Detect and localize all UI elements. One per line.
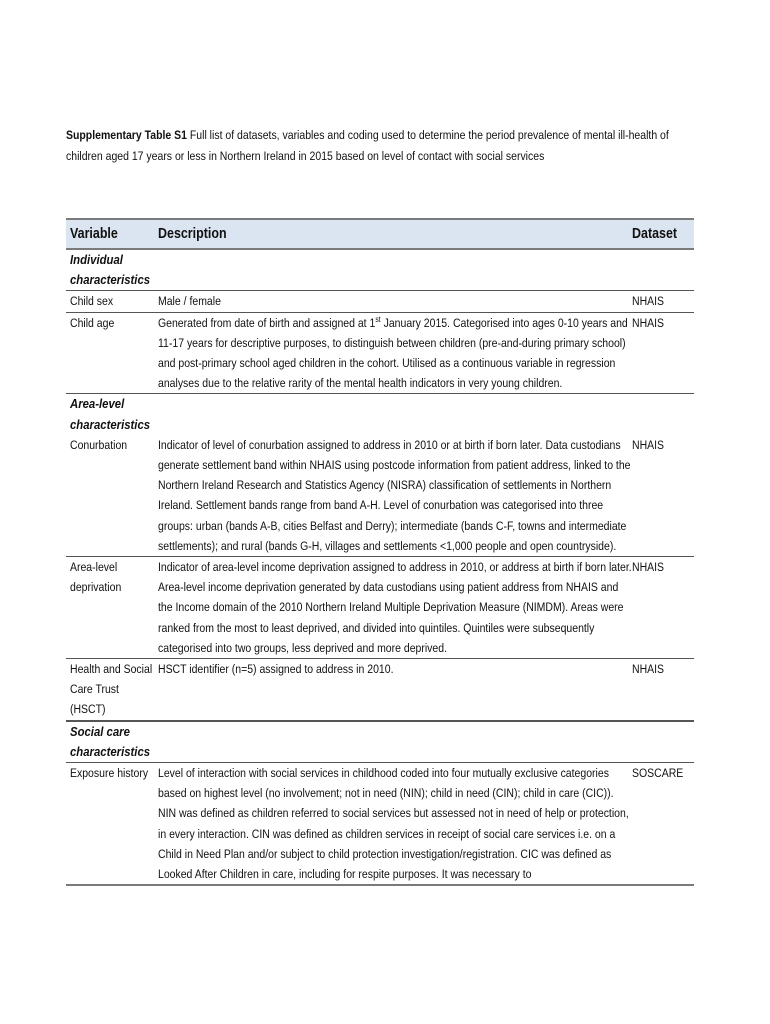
table-row-conurbation (66, 435, 694, 556)
cell-variable: Exposure history (70, 766, 149, 781)
table-bottom-rule (66, 884, 694, 886)
cell-description: Male / female (158, 294, 221, 309)
table-row-deprivation (66, 556, 694, 658)
table-row-child-age (66, 312, 694, 394)
cell-variable: Health and Social Care Trust (HSCT) (70, 662, 153, 717)
cell-description: Level of interaction with social services in childhood coded into four mutually exclusive categories based on highest level (no involvement; not in need (NIN); child in need (CIN); child in care (CIC)). NIN was defined as children referred to social services but assessed not in need of help or protection, in every interaction. CIN was defined as children services in receipt of social care services i.e. on a Child in Need Plan and/or subject to child protection investigation/registration. CIC was defined as Looked After Children in care, including for respite purposes. It was necessary to (158, 766, 629, 882)
cell-dataset: NHAIS (632, 560, 665, 575)
cell-variable: Area-level deprivation (70, 560, 122, 595)
cell-variable: Child age (70, 315, 115, 330)
cell-description: Indicator of area-level income deprivation assigned to address in 2010, or address at birth if born later. Area-level income deprivation generated by data custodians using patient address from NHAIS and the Income domain of the 2010 Northern Ireland Multiple Deprivation Measure (NIMDM). Areas were ranked from the most to least deprived, and divided into quintiles. Quintiles were subsequently categorised into two groups, less deprived and more deprived. (158, 560, 632, 655)
section-area-level: Area-level characteristics (66, 393, 694, 434)
header-variable: Variable (70, 226, 118, 242)
table-caption (66, 125, 696, 167)
cell-dataset: NHAIS (632, 662, 665, 677)
cell-description: HSCT identifier (n=5) assigned to address in 2010. (158, 662, 394, 677)
header-description: Description (158, 226, 227, 242)
caption-text: Full list of datasets, variables and coding used to determine the period prevalence of mental ill-health of children aged 17 years or less in Northern Ireland in 2015 based on level of contact with social services (66, 128, 669, 163)
cell-dataset: NHAIS (632, 294, 665, 309)
table-header-row (66, 220, 694, 250)
caption-label: Supplementary Table S1 (66, 128, 187, 142)
cell-dataset: NHAIS (632, 315, 665, 330)
datasets-table (66, 218, 694, 886)
cell-description: Indicator of level of conurbation assigned to address in 2010 or at birth if born later. Data custodians generate settlement band within NHAIS using postcode information from patient address, linked to the Northern Ireland Research and Statistics Agency (NISRA) classification of settlements in Northern Ireland. Settlement bands range from band A-H. Level of conurbation was categorised into three groups: urban (bands A-B, cities Belfast and Derry); intermediate (bands C-F, towns and intermediate settlements); and rural (bands G-H, villages and settlements <1,000 people and open countryside). (158, 437, 631, 553)
header-dataset: Dataset (632, 226, 678, 242)
table-row-exposure (66, 762, 694, 884)
cell-dataset: NHAIS (632, 437, 665, 452)
cell-variable: Child sex (70, 294, 114, 309)
section-individual: Individual characteristics (70, 252, 151, 288)
cell-description: Generated from date of birth and assigned at 1st January 2015. Categorised into ages 0-10 years and 11-17 years for descriptive purposes, to distinguish between children (pre-and-during primary school) and post-primary school aged children in the cohort. Utilised as a continuous variable in regression analyses due to the relative rarity of the mental health indicators in very young children. (158, 314, 628, 391)
section-social-care: Social care characteristics (66, 720, 694, 762)
table-row-hsct (66, 658, 694, 720)
cell-dataset: SOSCARE (632, 766, 684, 781)
table-row-child-sex (66, 290, 694, 311)
cell-variable: Conurbation (70, 437, 128, 452)
